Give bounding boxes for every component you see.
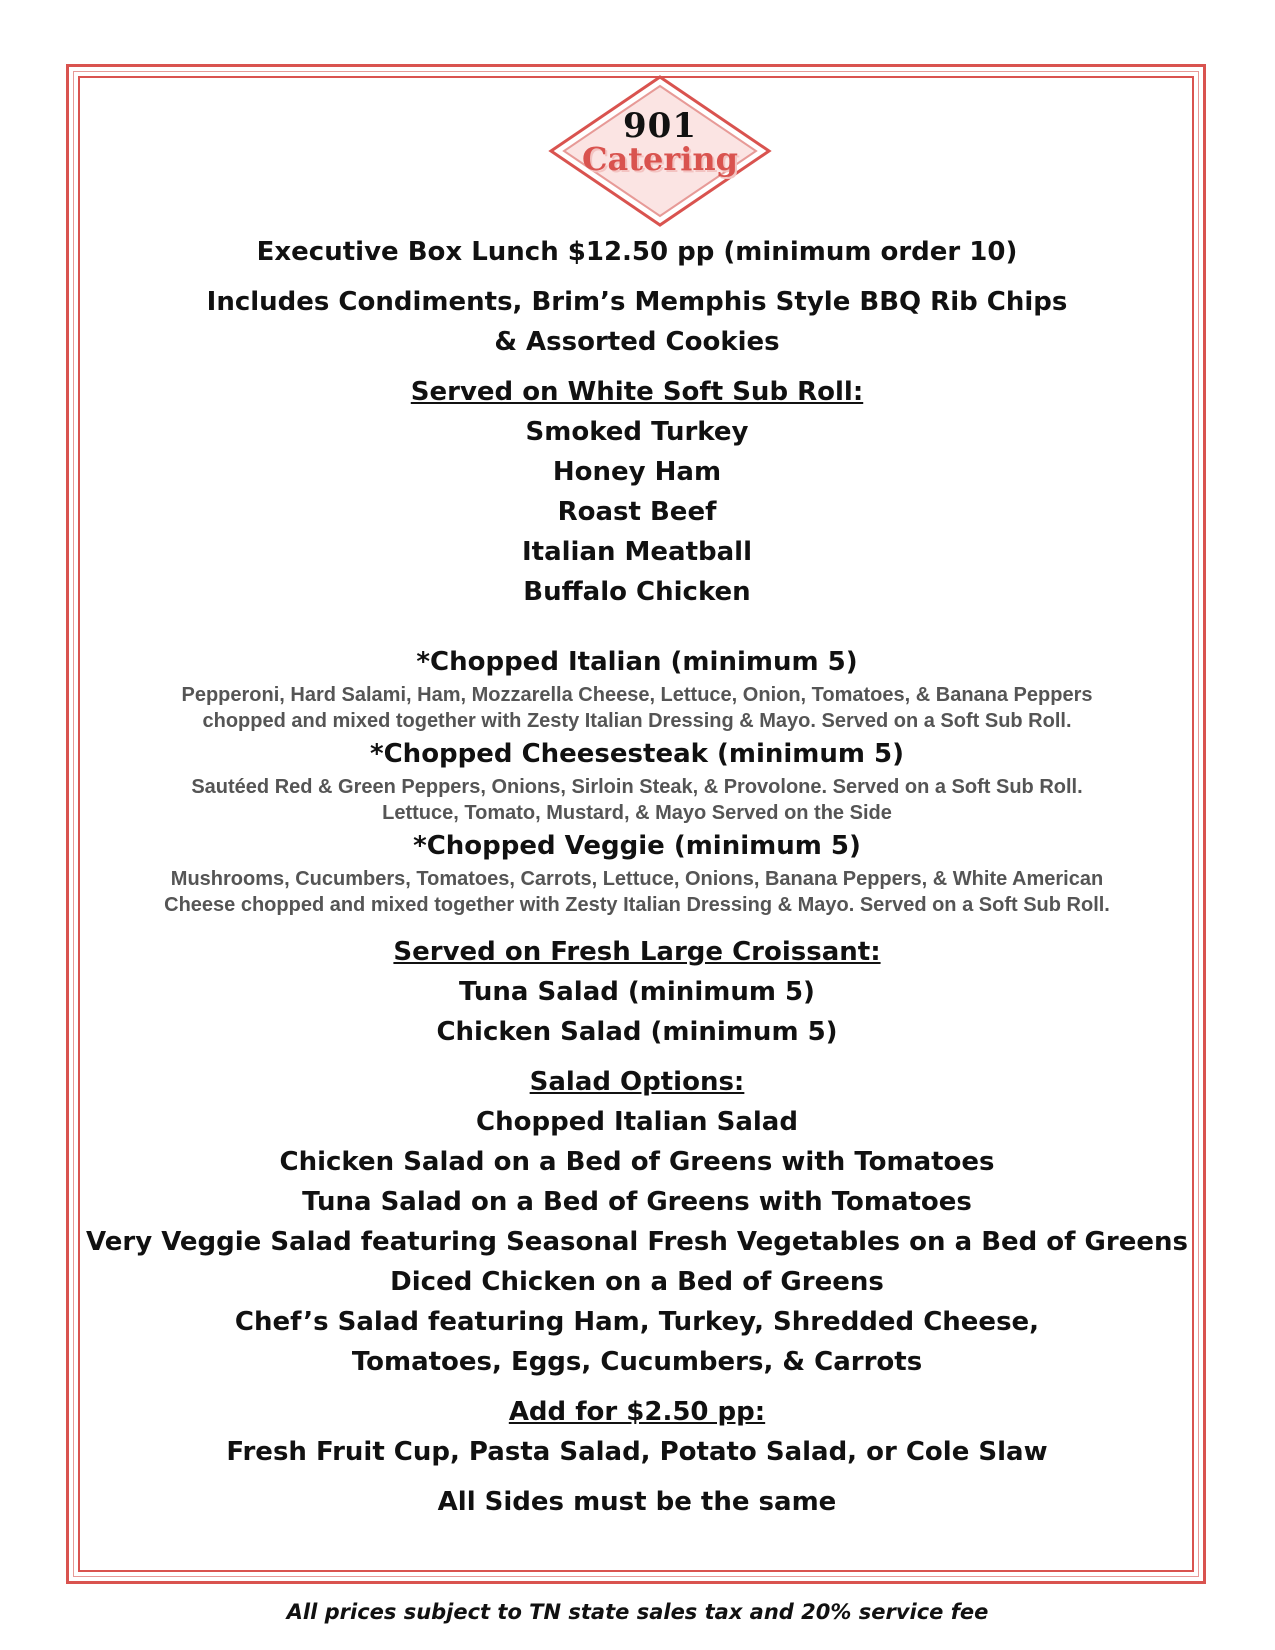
logo bbox=[548, 74, 772, 228]
list-item: Chicken Salad on a Bed of Greens with Tomatoes bbox=[279, 1147, 995, 1177]
chopped-item-name: *Chopped Veggie (minimum 5) bbox=[413, 831, 861, 861]
salad-heading: Salad Options: bbox=[529, 1067, 745, 1097]
addon-items: Fresh Fruit Cup, Pasta Salad, Potato Salad, or Cole Slaw bbox=[226, 1437, 1048, 1467]
list-item: Diced Chicken on a Bed of Greens bbox=[390, 1267, 884, 1297]
includes-line-2: & Assorted Cookies bbox=[494, 327, 780, 357]
sub-roll-heading: Served on White Soft Sub Roll: bbox=[410, 377, 864, 407]
chopped-item-desc: Mushrooms, Cucumbers, Tomatoes, Carrots, Lettuce, Onions, Banana Peppers, & White American bbox=[170, 868, 1104, 890]
croissant-list bbox=[78, 972, 1196, 1052]
salad-list bbox=[78, 1102, 1196, 1382]
list-item: Italian Meatball bbox=[521, 537, 753, 567]
list-item: Chopped Italian Salad bbox=[476, 1107, 798, 1137]
list-item: Honey Ham bbox=[552, 457, 722, 487]
sub-roll-list bbox=[78, 412, 1196, 612]
list-item: Very Veggie Salad featuring Seasonal Fresh Vegetables on a Bed of Greens bbox=[86, 1227, 1188, 1257]
croissant-heading: Served on Fresh Large Croissant: bbox=[393, 937, 881, 967]
addon-note: All Sides must be the same bbox=[437, 1487, 837, 1517]
chopped-item-desc: Lettuce, Tomato, Mustard, & Mayo Served on the Side bbox=[382, 802, 892, 824]
list-item: Chef’s Salad featuring Ham, Turkey, Shredded Cheese, bbox=[234, 1307, 1040, 1337]
chopped-item-name: *Chopped Cheesesteak (minimum 5) bbox=[370, 739, 904, 769]
list-item: Tomatoes, Eggs, Cucumbers, & Carrots bbox=[351, 1347, 923, 1377]
menu-content bbox=[78, 232, 1196, 1522]
addon-heading: Add for $2.50 pp: bbox=[508, 1397, 766, 1427]
chopped-item-desc: Pepperoni, Hard Salami, Ham, Mozzarella Cheese, Lettuce, Onion, Tomatoes, & Banana Peppers bbox=[181, 684, 1093, 706]
includes-line-1: Includes Condiments, Brim’s Memphis Style BBQ Rib Chips bbox=[206, 287, 1068, 317]
chopped-item-name: *Chopped Italian (minimum 5) bbox=[416, 647, 858, 677]
list-item: Roast Beef bbox=[557, 497, 717, 527]
logo-number: 901 bbox=[623, 106, 697, 146]
chopped-item-desc: Cheese chopped and mixed together with Zesty Italian Dressing & Mayo. Served on a Soft Sub Roll. bbox=[164, 894, 1110, 916]
footer-note: All prices subject to TN state sales tax and 20% service fee bbox=[286, 1600, 989, 1624]
chopped-item-desc: Sautéed Red & Green Peppers, Onions, Sirloin Steak, & Provolone. Served on a Soft Sub Roll. bbox=[191, 776, 1083, 798]
chopped-item-desc: chopped and mixed together with Zesty Italian Dressing & Mayo. Served on a Soft Sub Roll. bbox=[202, 710, 1072, 732]
list-item: Tuna Salad (minimum 5) bbox=[459, 977, 815, 1007]
box-lunch-title: Executive Box Lunch $12.50 pp (minimum order 10) bbox=[256, 237, 1018, 267]
list-item: Smoked Turkey bbox=[525, 417, 749, 447]
logo-word: Catering bbox=[582, 140, 738, 178]
list-item: Buffalo Chicken bbox=[523, 577, 751, 607]
list-item: Tuna Salad on a Bed of Greens with Tomatoes bbox=[302, 1187, 972, 1217]
list-item: Chicken Salad (minimum 5) bbox=[436, 1017, 838, 1047]
